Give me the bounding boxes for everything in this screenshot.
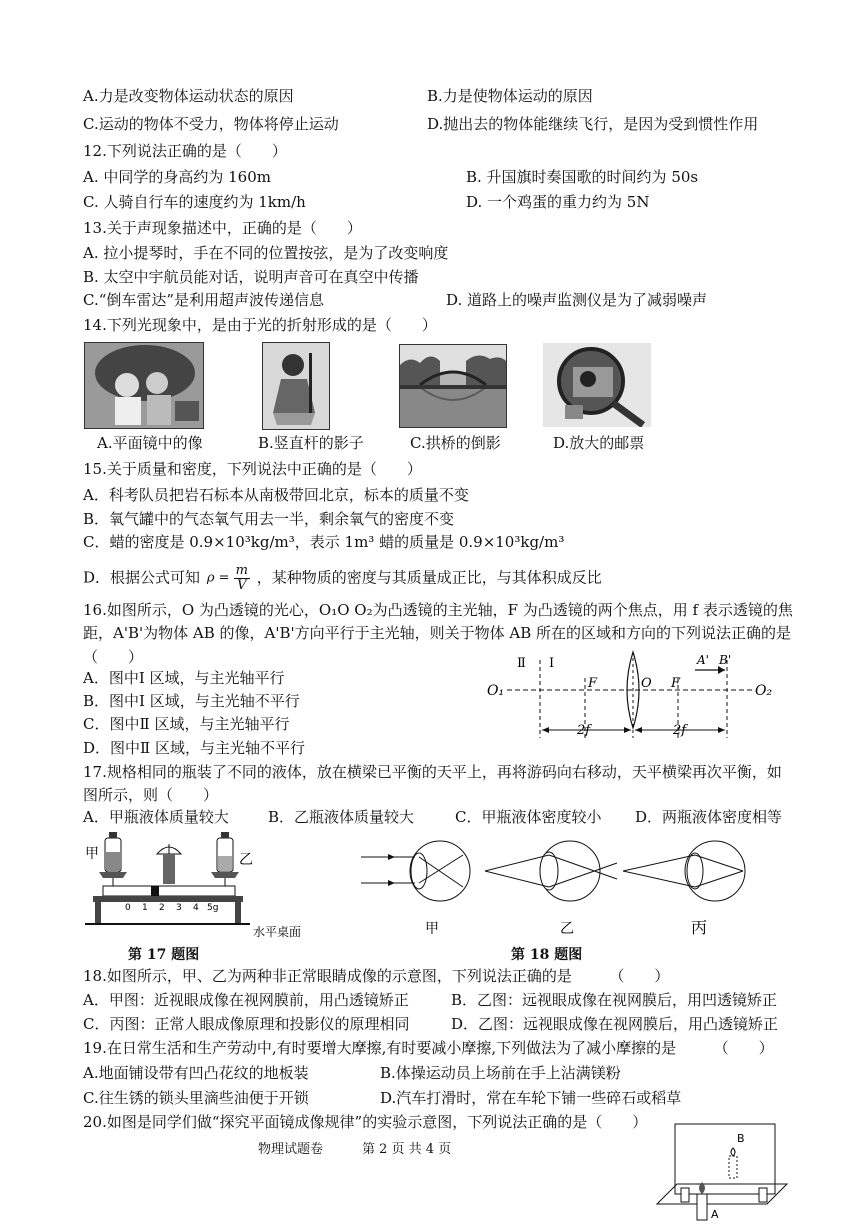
o1-label: O₁ (487, 683, 505, 699)
q16-option-c: C．图中Ⅱ 区域，与主光轴平行 (83, 715, 290, 733)
q11-option-b: B.力是使物体运动的原因 (427, 87, 593, 105)
q17-option-a: A．甲瓶液体质量较大 (83, 808, 229, 826)
bridge-photo (399, 344, 507, 428)
figure-18-caption: 第 18 题图 (511, 947, 583, 963)
mirror-photo (84, 342, 204, 429)
eye-bing-label: 丙 (691, 918, 708, 937)
balance-diagram (85, 832, 340, 940)
candle-b-label: B (737, 1132, 745, 1145)
q16-option-a: A．图中Ⅰ 区域，与主光轴平行 (83, 669, 285, 687)
q18-stem: 18.如图所示，甲、乙为两种非正常眼睛成像的示意图，下列说法正确的是 （ ） (83, 967, 670, 985)
q19-option-b: B.体操运动员上场前在手上沾满镁粉 (380, 1064, 621, 1082)
q16-stem-line1: 16.如图所示，O 为凸透镜的光心，O₁O O₂为凸透镜的主光轴，F 为凸透镜的两个焦点，用 f 表示透镜的焦 (83, 601, 793, 619)
shadow-photo (262, 342, 330, 430)
plane-mirror-diagram (655, 1122, 790, 1224)
scale-0: 0 (125, 903, 131, 913)
q17-option-c: C．甲瓶液体密度较小 (455, 808, 602, 826)
q19-option-d: D.汽车打滑时，常在车轮下铺一些碎石或稻草 (380, 1089, 682, 1107)
lens-diagram (485, 650, 785, 750)
scale-3: 3 (176, 903, 182, 913)
q16-stem-line3: （ ） (83, 648, 144, 666)
q15-option-d-prefix: D．根据公式可知 (83, 568, 201, 587)
q19-option-a: A.地面铺设带有凹凸花纹的地板装 (83, 1064, 309, 1082)
q13-option-b: B. 太空中宇航员能对话，说明声音可在真空中传播 (83, 268, 419, 286)
density-formula (207, 564, 250, 593)
desk-label: 水平桌面 (253, 925, 302, 939)
q16-stem-line2: 距，A'B'为物体 AB 的像，A'B'方向平行于主光轴，则关于物体 AB 所在的区域和方向的下列说法正确的是 (83, 624, 791, 642)
region-I-label: Ⅰ (549, 656, 555, 671)
candle-a-label: A (711, 1208, 719, 1221)
magnifier-photo (543, 343, 651, 427)
optical-center-label: O (641, 676, 652, 691)
q15-option-c: C．蜡的密度是 0.9×10³kg/m³，表示 1m³ 蜡的质量是 0.9×10³kg/m³ (83, 533, 565, 551)
q12-option-c: C. 人骑自行车的速度约为 1km/h (83, 193, 306, 211)
q17-stem-line1: 17.规格相同的瓶装了不同的液体，放在横梁已平衡的天平上，再将游码向右移动，天平横梁再次平衡，如 (83, 763, 782, 781)
q16-option-d: D．图中Ⅱ 区域，与主光轴不平行 (83, 739, 305, 757)
q18-option-c: C．丙图：正常人眼成像原理和投影仪的原理相同 (83, 1015, 410, 1033)
q20-stem: 20.如图是同学们做“探究平面镜成像规律”的实验示意图，下列说法正确的是（ ） (83, 1113, 648, 1131)
region-II-label: Ⅱ (517, 656, 526, 671)
q18-option-b: B．乙图：远视眼成像在视网膜后，用凹透镜矫正 (451, 991, 778, 1009)
q15-option-d-suffix: ，某种物质的密度与其质量成正比，与其体积成反比 (256, 568, 602, 587)
eye-yi-label: 乙 (560, 921, 574, 937)
two-f-right-label: 2f (673, 723, 687, 738)
scale-4: 4 (193, 903, 199, 913)
page-footer: 物理试题卷 第 2 页 共 4 页 (258, 1142, 452, 1157)
formula-numerator: m (235, 563, 248, 578)
q12-option-b: B. 升国旗时奏国歌的时间约为 50s (466, 168, 699, 186)
q15-option-a: A．科考队员把岩石标本从南极带回北京，标本的质量不变 (83, 486, 469, 504)
q19-option-c: C.往生锈的锁头里滴些油便于开锁 (83, 1089, 309, 1107)
q17-option-b: B．乙瓶液体质量较大 (268, 808, 415, 826)
bottle-yi-label: 乙 (239, 852, 253, 868)
q18-option-a: A．甲图：近视眼成像在视网膜前，用凸透镜矫正 (83, 991, 409, 1009)
o2-label: O₂ (755, 683, 773, 699)
q13-option-d: D. 道路上的噪声监测仪是为了减弱噪声 (446, 291, 708, 309)
focus-right-label: F (671, 676, 681, 691)
eye-jia-label: 甲 (425, 921, 439, 937)
q12-option-a: A. 中同学的身高约为 160m (83, 168, 271, 186)
q12-stem: 12.下列说法正确的是（ ） (83, 142, 287, 160)
q15-option-b: B．氧气罐中的气态氧气用去一半，剩余氧气的密度不变 (83, 510, 455, 528)
q12-option-d: D. 一个鸡蛋的重力约为 5N (466, 193, 650, 211)
image-b-label: B' (719, 653, 732, 667)
q13-option-a: A. 拉小提琴时，手在不同的位置按弦，是为了改变响度 (83, 244, 449, 262)
q19-stem: 19.在日常生活和生产劳动中,有时要增大摩擦,有时要减小摩擦,下列做法为了减小摩擦的是 （ ） (83, 1039, 774, 1057)
q16-option-b: B．图中Ⅰ 区域，与主光轴不平行 (83, 692, 300, 710)
q18-option-d: D．乙图：远视眼成像在视网膜后，用凸透镜矫正 (451, 1015, 779, 1033)
scale-5g: 5g (207, 903, 219, 913)
q13-stem: 13.关于声现象描述中，正确的是（ ） (83, 219, 362, 237)
rho-symbol: ρ = (206, 570, 230, 586)
q11-option-a: A.力是改变物体运动状态的原因 (83, 87, 294, 105)
eye-diagrams (355, 835, 785, 945)
focus-left-label: F (588, 676, 598, 691)
q17-option-d: D．两瓶液体密度相等 (635, 808, 783, 826)
scale-1: 1 (142, 903, 148, 913)
q11-option-d: D.抛出去的物体能继续飞行，是因为受到惯性作用 (427, 115, 759, 133)
image-a-label: A' (697, 653, 709, 667)
q11-option-c: C.运动的物体不受力，物体将停止运动 (83, 115, 339, 133)
figure-17-caption: 第 17 题图 (128, 947, 200, 963)
q15-option-d (83, 564, 602, 593)
formula-denominator: V (237, 578, 247, 593)
q14-option-a: A.平面镜中的像 (97, 434, 203, 452)
scale-2: 2 (159, 903, 165, 913)
q14-stem: 14.下列光现象中，是由于光的折射形成的是（ ） (83, 316, 437, 334)
q14-option-d: D.放大的邮票 (553, 434, 645, 452)
q14-option-b: B.竖直杆的影子 (258, 434, 364, 452)
q13-option-c: C.“倒车雷达”是利用超声波传递信息 (83, 291, 325, 309)
q14-option-c: C.拱桥的倒影 (410, 434, 501, 452)
q15-stem: 15.关于质量和密度，下列说法中正确的是（ ） (83, 460, 422, 478)
q17-stem-line2: 图所示，则（ ） (83, 786, 219, 804)
two-f-left-label: 2f (577, 723, 591, 738)
bottle-jia-label: 甲 (85, 846, 99, 862)
